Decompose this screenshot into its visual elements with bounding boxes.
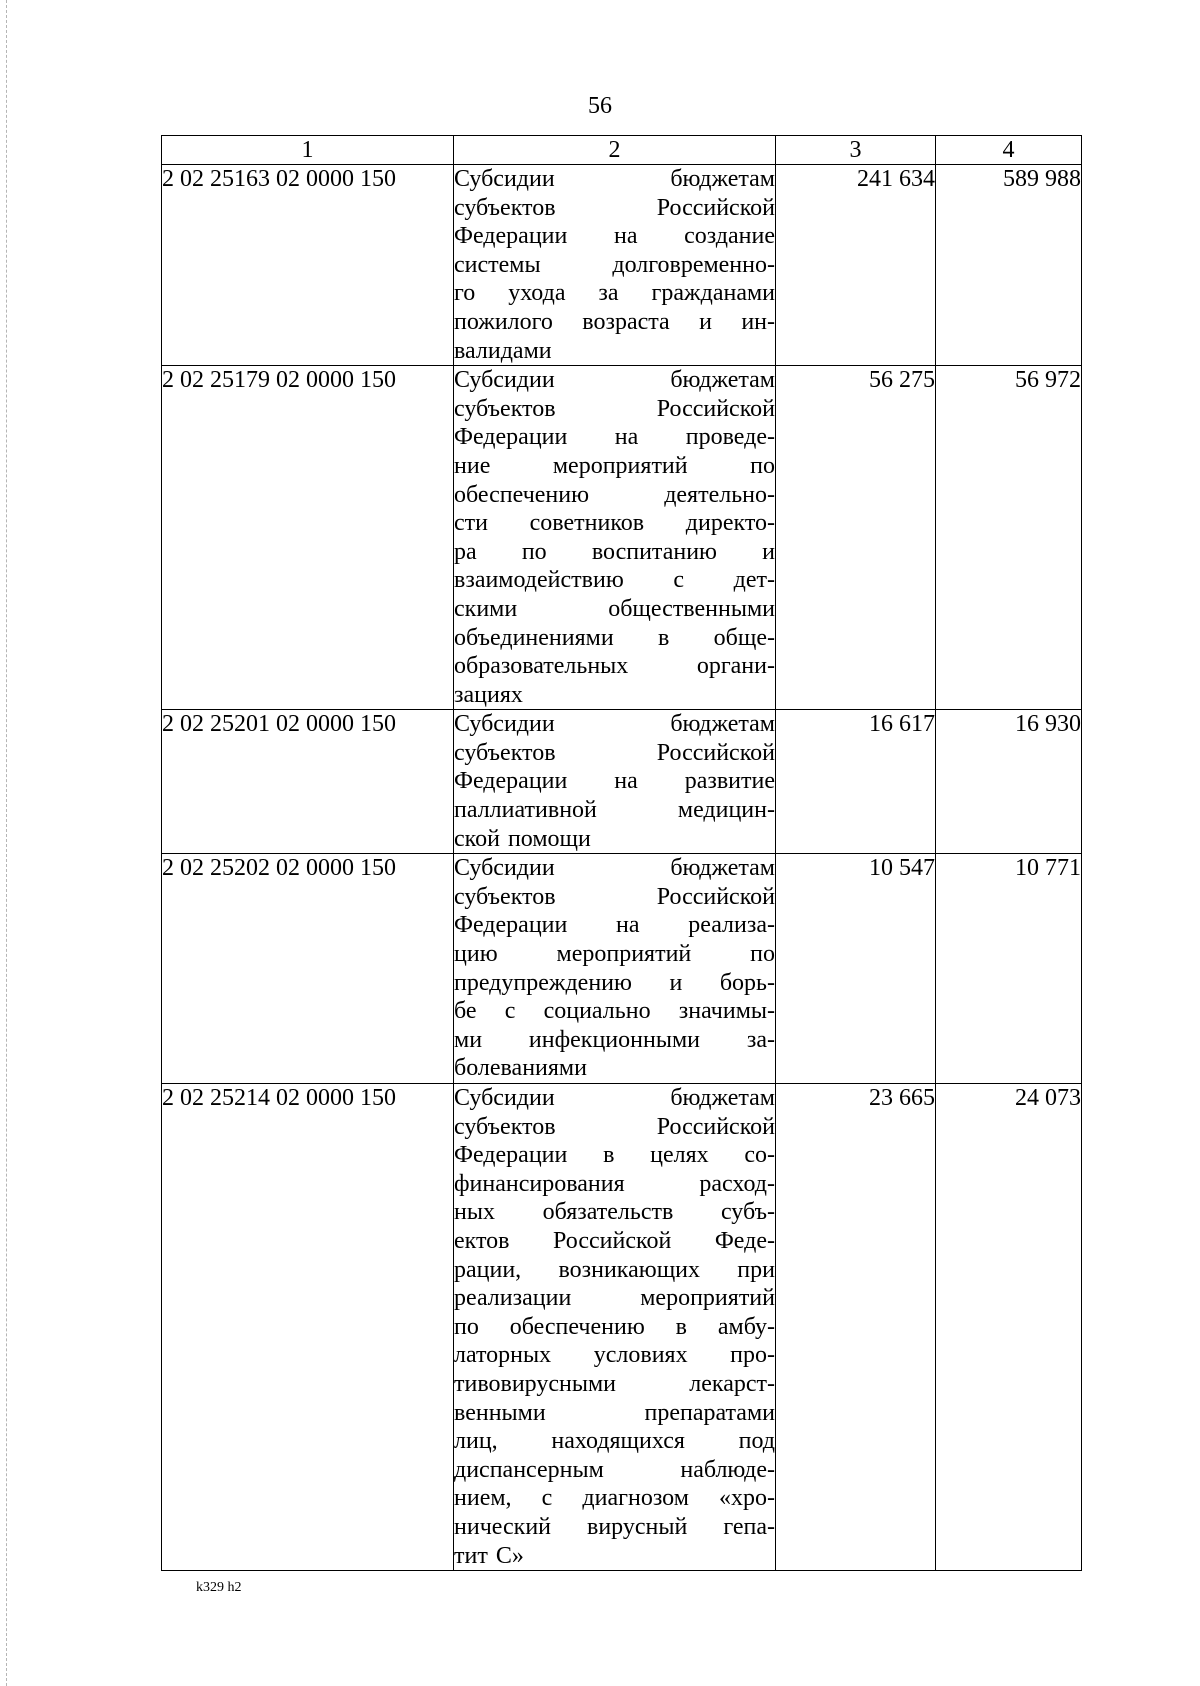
description-line: валидами — [454, 337, 552, 364]
description-line: го ухода за гражданами — [454, 280, 775, 307]
page-edge-line — [6, 0, 7, 1686]
description-line: системы долговременно- — [454, 251, 775, 278]
description-line: Федерации на создание — [454, 223, 775, 250]
description-line: венными препаратами — [454, 1399, 775, 1426]
description-line: скими общественными — [454, 595, 775, 622]
description-line: сти советников директо- — [454, 510, 775, 537]
table-header-row — [162, 136, 1082, 165]
description-line: паллиативной медицин- — [454, 797, 775, 824]
description-line: субъектов Российской — [454, 194, 775, 221]
description-line: ных обязательств субъ- — [454, 1199, 775, 1226]
description-line: по обеспечению в амбу- — [454, 1313, 775, 1340]
budget-code-cell: 2 02 25202 02 0000 150 — [162, 854, 454, 1084]
amount-col4-cell: 589 988 — [936, 165, 1082, 366]
subsidy-description-cell — [454, 366, 776, 710]
description-line: Субсидии бюджетам — [454, 1085, 775, 1111]
description-line: тит С» — [454, 1542, 524, 1569]
column-header-2: 2 — [454, 136, 776, 165]
description-line: ра по воспитанию и — [454, 538, 775, 565]
amount-col3-cell: 23 665 — [776, 1084, 936, 1571]
description-line: Федерации на развитие — [454, 768, 775, 795]
description-line: Субсидии бюджетам — [454, 367, 775, 394]
table-row — [162, 854, 1082, 1084]
description-line: цию мероприятий по — [454, 941, 775, 968]
amount-col4-cell: 16 930 — [936, 710, 1082, 854]
subsidy-description-cell — [454, 1084, 776, 1571]
description-line: субъектов Российской — [454, 883, 775, 910]
subsidy-description-cell — [454, 854, 776, 1084]
description-line: Федерации на реализа- — [454, 912, 775, 939]
description-line: Субсидии бюджетам — [454, 711, 775, 738]
table-row — [162, 165, 1082, 366]
page-number: 56 — [588, 93, 612, 119]
description-line: взаимодействию с дет- — [454, 567, 775, 594]
description-line: ми инфекционными за- — [454, 1026, 775, 1053]
description-line: болеваниями — [454, 1055, 587, 1082]
amount-col3-cell: 56 275 — [776, 366, 936, 710]
description-line: бе с социально значимы- — [454, 998, 775, 1025]
description-line: Федерации в целях со- — [454, 1142, 775, 1169]
table-row — [162, 366, 1082, 710]
description-line: Субсидии бюджетам — [454, 166, 775, 192]
description-line: пожилого возраста и ин- — [454, 308, 775, 335]
budget-code-cell: 2 02 25179 02 0000 150 — [162, 366, 454, 710]
description-line: обеспечению деятельно- — [454, 481, 775, 508]
amount-col4-cell: 56 972 — [936, 366, 1082, 710]
budget-code-cell: 2 02 25214 02 0000 150 — [162, 1084, 454, 1571]
description-line: Субсидии бюджетам — [454, 855, 775, 882]
amount-col3-cell: 241 634 — [776, 165, 936, 366]
description-line: тивовирусными лекарст- — [454, 1370, 775, 1397]
description-line: субъектов Российской — [454, 395, 775, 422]
description-line: ние мероприятий по — [454, 452, 775, 479]
amount-col3-cell: 10 547 — [776, 854, 936, 1084]
column-header-1: 1 — [162, 136, 454, 165]
description-line: диспансерным наблюде- — [454, 1456, 775, 1483]
description-line: Федерации на проведе- — [454, 424, 775, 451]
description-line: зациях — [454, 681, 523, 708]
description-line: нием, с диагнозом «хро- — [454, 1485, 775, 1512]
column-header-4: 4 — [936, 136, 1082, 165]
budget-code-cell: 2 02 25201 02 0000 150 — [162, 710, 454, 854]
column-header-3: 3 — [776, 136, 936, 165]
description-line: финансирования расход- — [454, 1170, 775, 1197]
table-body — [162, 165, 1082, 1571]
description-line: объединениями в обще- — [454, 624, 775, 651]
description-line: рации, возникающих при — [454, 1256, 775, 1283]
amount-col4-cell: 10 771 — [936, 854, 1082, 1084]
description-line: субъектов Российской — [454, 1113, 775, 1140]
description-line: реализации мероприятий — [454, 1285, 775, 1312]
description-line: лиц, находящихся под — [454, 1428, 775, 1455]
subsidy-description-cell — [454, 165, 776, 366]
table-row — [162, 1084, 1082, 1571]
table-row — [162, 710, 1082, 854]
amount-col3-cell: 16 617 — [776, 710, 936, 854]
budget-table — [161, 135, 1082, 1571]
description-line: ектов Российской Феде- — [454, 1227, 775, 1254]
subsidy-description-cell — [454, 710, 776, 854]
description-line: ской помощи — [454, 825, 591, 852]
description-line: предупреждению и борь- — [454, 969, 775, 996]
description-line: субъектов Российской — [454, 739, 775, 766]
description-line: латорных условиях про- — [454, 1342, 775, 1369]
footer-mark: k329 h2 — [196, 1580, 242, 1595]
budget-code-cell: 2 02 25163 02 0000 150 — [162, 165, 454, 366]
description-line: нический вирусный гепа- — [454, 1513, 775, 1540]
amount-col4-cell: 24 073 — [936, 1084, 1082, 1571]
description-line: образовательных органи- — [454, 653, 775, 680]
